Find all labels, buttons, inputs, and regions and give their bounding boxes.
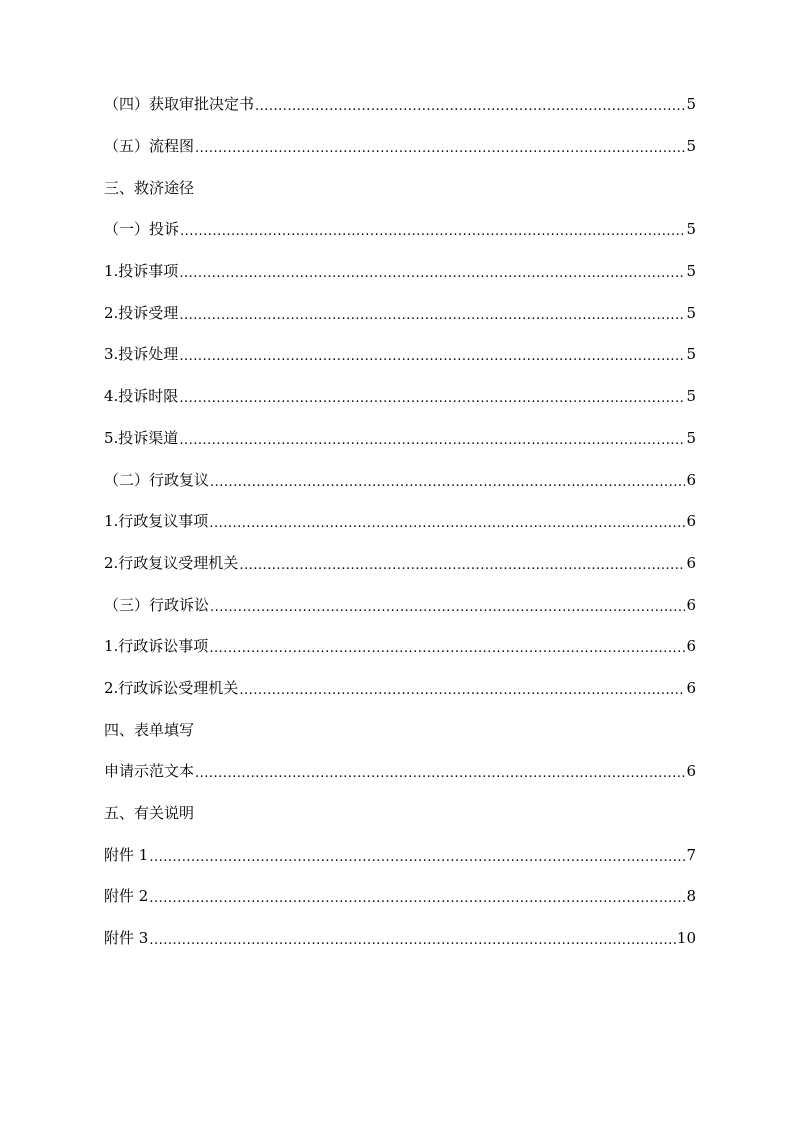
toc-dot-leader bbox=[179, 350, 685, 363]
toc-page-number: 5 bbox=[686, 387, 696, 406]
toc-entry-label: （五）流程图 bbox=[104, 137, 195, 156]
toc-dot-leader bbox=[209, 517, 685, 530]
toc-entry[interactable] bbox=[104, 376, 696, 418]
toc-dot-leader bbox=[179, 434, 685, 447]
toc-section-heading bbox=[104, 793, 696, 835]
toc-entry[interactable] bbox=[104, 668, 696, 710]
toc-section-heading bbox=[104, 709, 696, 751]
toc-page-number: 6 bbox=[686, 512, 696, 531]
toc-page-number: 6 bbox=[686, 762, 696, 781]
toc-page-number: 5 bbox=[686, 220, 696, 239]
toc-entry-label: 2.行政复议受理机关 bbox=[104, 553, 239, 572]
toc-section-heading bbox=[104, 167, 696, 209]
toc-page-number: 8 bbox=[686, 887, 696, 906]
toc-dot-leader bbox=[179, 267, 685, 280]
toc-page-number: 7 bbox=[686, 845, 696, 864]
toc-entry[interactable] bbox=[104, 334, 696, 376]
toc-entry[interactable] bbox=[104, 84, 696, 126]
toc-entry-label: 三、救济途径 bbox=[104, 178, 195, 197]
toc-page-number: 6 bbox=[686, 678, 696, 697]
toc-dot-leader bbox=[210, 601, 685, 614]
toc-entry-label: （四）获取审批决定书 bbox=[104, 95, 255, 114]
toc-entry-label: 五、有关说明 bbox=[104, 804, 195, 823]
toc-dot-leader bbox=[239, 559, 685, 572]
toc-entry[interactable] bbox=[104, 209, 696, 251]
toc-page-number: 5 bbox=[686, 95, 696, 114]
toc-page-number: 5 bbox=[686, 428, 696, 447]
toc-page-number: 5 bbox=[686, 303, 696, 322]
toc-dot-leader bbox=[209, 642, 685, 655]
toc-page-number: 6 bbox=[686, 553, 696, 572]
toc-entry[interactable] bbox=[104, 751, 696, 793]
toc-entry-label: 2.投诉受理 bbox=[104, 303, 179, 322]
toc-entry-label: （三）行政诉讼 bbox=[104, 595, 210, 614]
toc-entry[interactable] bbox=[104, 918, 696, 960]
toc-page-number: 10 bbox=[676, 929, 696, 948]
toc-entry[interactable] bbox=[104, 584, 696, 626]
toc-page-number: 6 bbox=[686, 595, 696, 614]
toc-entry-label: 四、表单填写 bbox=[104, 720, 195, 739]
toc-entry-label: 5.投诉渠道 bbox=[104, 428, 179, 447]
toc-entry[interactable] bbox=[104, 292, 696, 334]
table-of-contents bbox=[104, 84, 696, 959]
toc-page-number: 5 bbox=[686, 137, 696, 156]
toc-dot-leader bbox=[210, 476, 685, 489]
toc-entry-label: 1.行政诉讼事项 bbox=[104, 637, 209, 656]
toc-entry-label: 附件 1 bbox=[104, 845, 149, 864]
toc-entry-label: 4.投诉时限 bbox=[104, 387, 179, 406]
toc-page-number: 5 bbox=[686, 345, 696, 364]
toc-entry[interactable] bbox=[104, 126, 696, 168]
toc-entry-label: （二）行政复议 bbox=[104, 470, 210, 489]
toc-page-number: 6 bbox=[686, 470, 696, 489]
toc-page-number: 6 bbox=[686, 637, 696, 656]
toc-dot-leader bbox=[255, 100, 685, 113]
toc-entry[interactable] bbox=[104, 501, 696, 543]
toc-entry[interactable] bbox=[104, 543, 696, 585]
toc-entry-label: 附件 3 bbox=[104, 929, 149, 948]
toc-dot-leader bbox=[149, 934, 676, 947]
toc-dot-leader bbox=[239, 684, 685, 697]
toc-entry-label: 1.投诉事项 bbox=[104, 262, 179, 281]
toc-entry-label: 附件 2 bbox=[104, 887, 149, 906]
toc-entry[interactable] bbox=[104, 459, 696, 501]
toc-entry-label: 1.行政复议事项 bbox=[104, 512, 209, 531]
toc-entry[interactable] bbox=[104, 626, 696, 668]
toc-dot-leader bbox=[149, 892, 685, 905]
toc-entry-label: （一）投诉 bbox=[104, 220, 180, 239]
toc-dot-leader bbox=[149, 851, 685, 864]
toc-entry[interactable] bbox=[104, 876, 696, 918]
toc-dot-leader bbox=[180, 225, 685, 238]
toc-dot-leader bbox=[195, 142, 685, 155]
toc-entry[interactable] bbox=[104, 251, 696, 293]
toc-dot-leader bbox=[179, 392, 685, 405]
toc-entry-label: 3.投诉处理 bbox=[104, 345, 179, 364]
toc-dot-leader bbox=[179, 309, 685, 322]
toc-entry[interactable] bbox=[104, 418, 696, 460]
toc-page-number: 5 bbox=[686, 262, 696, 281]
toc-entry-label: 申请示范文本 bbox=[104, 762, 195, 781]
toc-entry[interactable] bbox=[104, 834, 696, 876]
toc-entry-label: 2.行政诉讼受理机关 bbox=[104, 678, 239, 697]
toc-dot-leader bbox=[195, 767, 685, 780]
